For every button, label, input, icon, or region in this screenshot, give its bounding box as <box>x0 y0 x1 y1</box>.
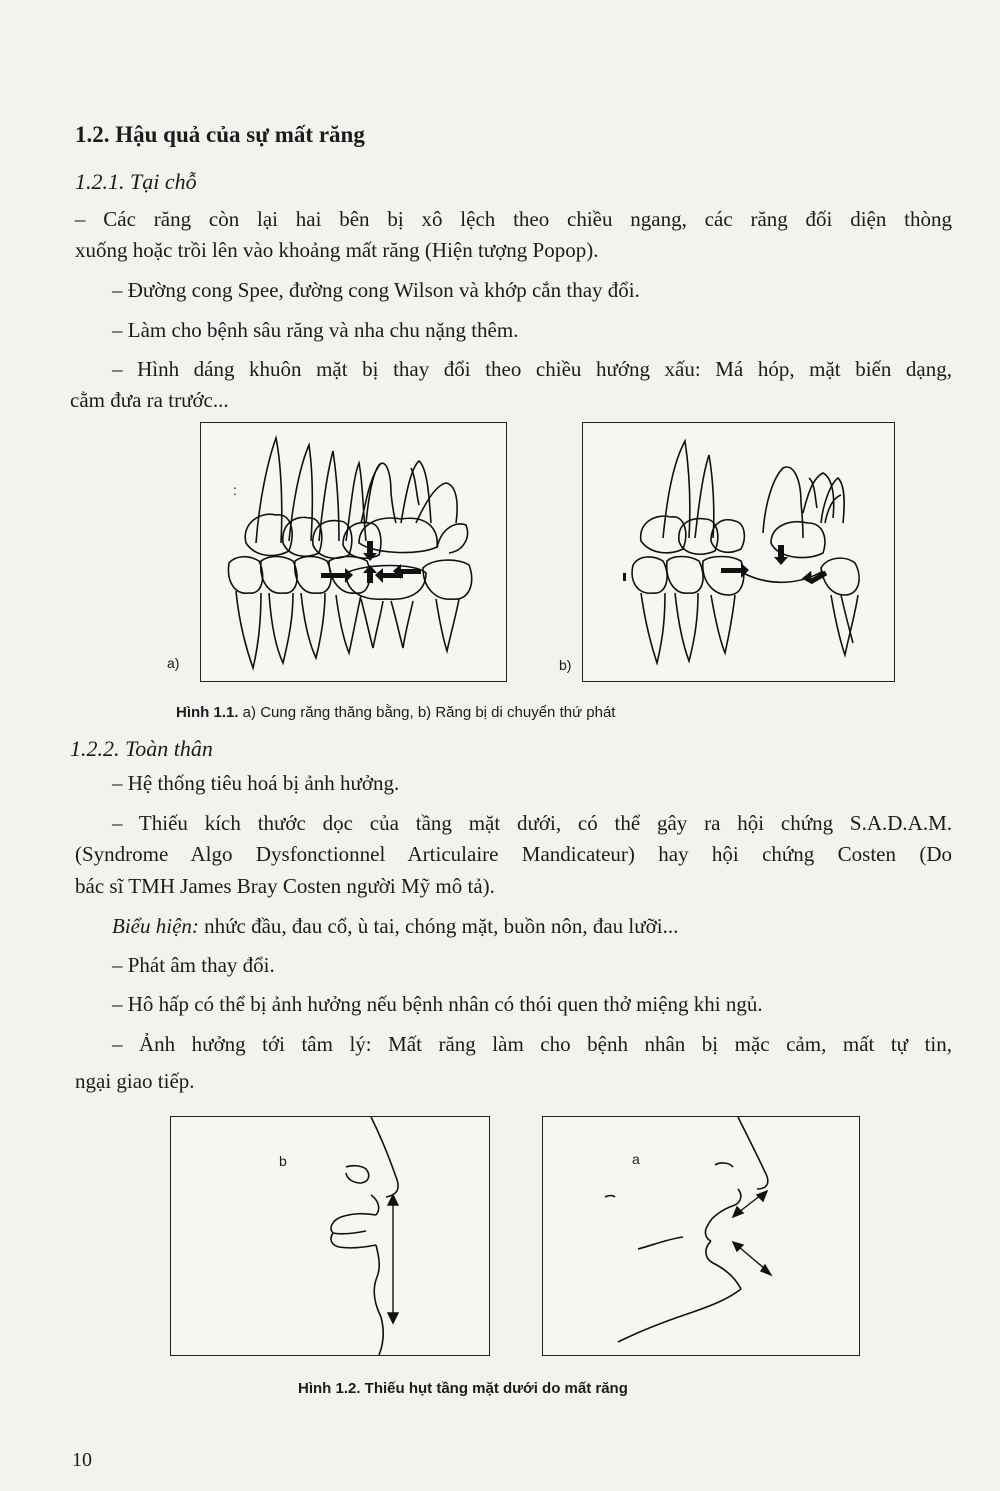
figure-label-right: a <box>632 1151 640 1167</box>
paragraph-line: bác sĩ TMH James Bray Costen người Mỹ mô tả). <box>75 874 495 898</box>
bleed-through-decoration <box>440 160 447 191</box>
paragraph-line: cằm đưa ra trước... <box>70 388 229 412</box>
figure-1-1a-teeth-balanced <box>167 422 507 682</box>
teeth-diagram-b <box>583 423 894 681</box>
figure-1-2-profile-normal <box>170 1116 490 1356</box>
figure-1-1-caption <box>176 704 615 721</box>
paragraph-line: – Đường cong Spee, đường cong Wilson và khớp cắn thay đổi. <box>112 278 640 302</box>
teeth-diagram-a <box>201 423 506 681</box>
figure-label-a: a) <box>167 655 180 671</box>
paragraph-line: ngại giao tiếp. <box>75 1069 195 1093</box>
paragraph-line: – Làm cho bệnh sâu răng và nha chu nặng thêm. <box>112 318 519 342</box>
caption-text: a) Cung răng thăng bằng, b) Răng bị di chuyển thứ phát <box>238 704 616 721</box>
caption-label: Hình 1.1. <box>176 704 239 721</box>
paragraph-line: – Hệ thống tiêu hoá bị ảnh hưởng. <box>112 771 400 795</box>
face-profile-normal <box>171 1117 489 1355</box>
face-profile-collapsed <box>543 1117 859 1355</box>
subsection-title-systemic: 1.2.2. Toàn thân <box>70 736 213 761</box>
subsection-title-local: 1.2.1. Tại chỗ <box>75 169 197 194</box>
paragraph-line: xuống hoặc trồi lên vào khoảng mất răng (Hiện tượng Popop). <box>75 238 599 262</box>
paragraph-line: – Thiếu kích thước dọc của tầng mặt dưới, có thể gây ra hội chứng S.A.D.A.M. <box>112 811 952 835</box>
paragraph-line: – Các răng còn lại hai bên bị xô lệch theo chiều ngang, các răng đối diện thòng <box>75 207 952 231</box>
paragraph-line: – Hô hấp có thể bị ảnh hưởng nếu bệnh nhân có thói quen thở miệng khi ngủ. <box>112 992 763 1016</box>
symptoms-label: Biểu hiện: <box>112 914 199 938</box>
paragraph-line: – Hình dáng khuôn mặt bị thay đổi theo chiều hướng xấu: Má hóp, mặt biến dạng, <box>112 357 952 381</box>
figure-label-b: b) <box>559 657 572 673</box>
paragraph-line: – Ảnh hưởng tới tâm lý: Mất răng làm cho bệnh nhân bị mặc cảm, mất tự tin, <box>112 1032 952 1056</box>
symptoms-line <box>112 912 678 940</box>
figure-1-1b-teeth-shifted <box>559 422 895 682</box>
paragraph-line: (Syndrome Algo Dysfonctionnel Articulaire Mandicateur) hay hội chứng Costen (Do <box>75 842 952 866</box>
page-number: 10 <box>72 1449 92 1471</box>
section-title: 1.2. Hậu quả của sự mất răng <box>75 122 365 147</box>
paragraph-line: – Phát âm thay đổi. <box>112 953 275 977</box>
figure-1-2-profile-collapsed <box>542 1116 860 1356</box>
figure-label-left: b <box>279 1153 287 1169</box>
symptoms-text: nhức đầu, đau cổ, ù tai, chóng mặt, buồn nôn, đau lưỡi... <box>198 914 679 938</box>
figure-1-2-caption: Hình 1.2. Thiếu hụt tầng mặt dưới do mất răng <box>298 1380 628 1397</box>
svg-text::: : <box>233 482 237 498</box>
